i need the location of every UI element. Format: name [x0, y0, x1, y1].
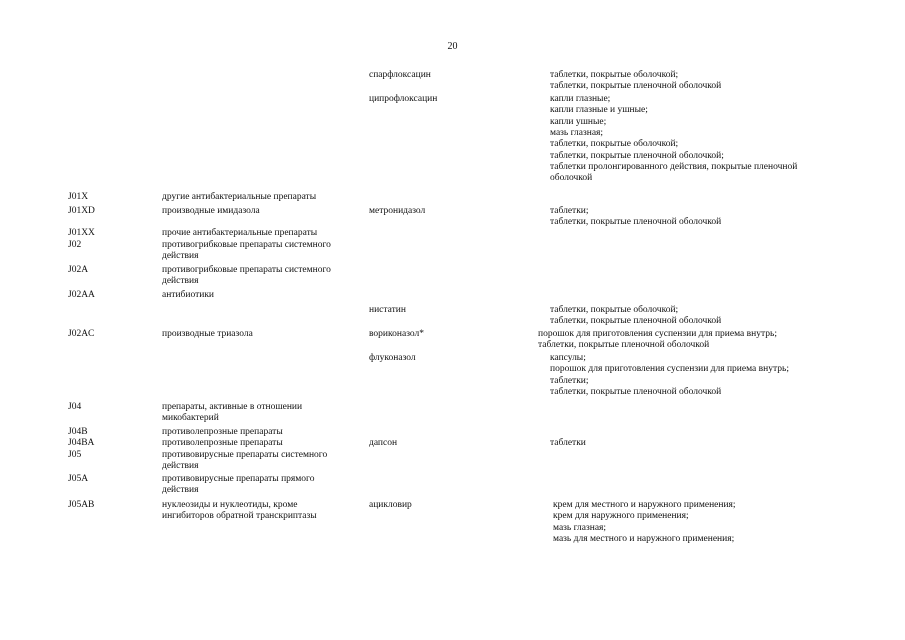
dosage-form: таблетки [550, 438, 586, 448]
dosage-form: мазь глазная; [550, 127, 604, 138]
atc-code: J05AB [68, 500, 95, 510]
atc-code: J04B [68, 427, 88, 437]
drug-name: флуконазол [369, 353, 416, 363]
dosage-form: таблетки, покрытые оболочкой; [550, 139, 679, 150]
group-name: противолепрозные препараты [162, 427, 283, 437]
dosage-form: таблетки, покрытые пленочной оболочкой [550, 217, 722, 228]
group-name: производные имидазола [162, 206, 260, 216]
group-name: действия [162, 485, 199, 496]
atc-code: J04BA [68, 438, 95, 448]
atc-code: J02AA [68, 290, 95, 300]
atc-code: J02A [68, 265, 89, 275]
dosage-form: таблетки, покрытые оболочкой; [550, 305, 679, 315]
group-name: препараты, активные в отношении [162, 402, 303, 412]
drug-name: дапсон [369, 438, 398, 448]
group-name: противолепрозные препараты [162, 438, 283, 448]
group-name: микобактерий [162, 413, 219, 424]
drug-name: нистатин [369, 305, 406, 315]
atc-code: J01XX [68, 228, 95, 238]
atc-code: J05 [68, 450, 82, 460]
atc-code: J01XD [68, 206, 95, 216]
group-name: ингибиторов обратной транскриптазы [162, 511, 317, 522]
drug-name: вориконазол* [369, 329, 425, 339]
dosage-form: таблетки, покрытые пленочной оболочкой [550, 316, 722, 327]
group-name: прочие антибактериальные препараты [162, 228, 318, 238]
dosage-form: мазь глазная; [553, 522, 607, 533]
dosage-form: оболочкой [550, 173, 593, 184]
page-number: 20 [447, 41, 458, 52]
group-name: действия [162, 461, 199, 472]
group-name: другие антибактериальные препараты [162, 192, 317, 202]
dosage-form: капли глазные и ушные; [550, 105, 648, 116]
dosage-form: мазь для местного и наружного применения; [553, 533, 735, 544]
dosage-form: таблетки, покрытые пленочной оболочкой; [550, 150, 724, 161]
group-name: действия [162, 276, 199, 287]
dosage-form: капли ушные; [550, 116, 607, 127]
dosage-form: таблетки пролонгированного действия, покрытые пленочной [550, 161, 798, 172]
group-name: противовирусные препараты системного [162, 450, 328, 460]
group-name: нуклеозиды и нуклеотиды, кроме [162, 500, 298, 510]
group-name: противовирусные препараты прямого [162, 474, 315, 484]
atc-code: J04 [68, 402, 82, 412]
atc-code: J01X [68, 192, 89, 202]
dosage-form: таблетки; [550, 206, 589, 216]
dosage-form: таблетки, покрытые пленочной оболочкой [550, 81, 722, 92]
dosage-form: капсулы; [550, 353, 586, 363]
group-name: противогрибковые препараты системного [162, 240, 331, 250]
group-name: производные триазола [162, 329, 253, 339]
drug-name: спарфлоксацин [369, 70, 431, 80]
dosage-form: таблетки, покрытые оболочкой; [550, 70, 679, 80]
drug-name: ципрофлоксацин [369, 94, 438, 104]
dosage-form: таблетки; [550, 375, 589, 386]
atc-code: J02 [68, 240, 82, 250]
dosage-form: таблетки, покрытые пленочной оболочкой [538, 340, 710, 351]
dosage-form: порошок для приготовления суспензии для приема внутрь; [538, 329, 777, 339]
dosage-form: таблетки, покрытые пленочной оболочкой [550, 386, 722, 397]
dosage-form: капли глазные; [550, 94, 611, 104]
group-name: действия [162, 251, 199, 262]
group-name: противогрибковые препараты системного [162, 265, 331, 275]
dosage-form: крем для наружного применения; [553, 511, 689, 522]
atc-code: J02AC [68, 329, 95, 339]
dosage-form: крем для местного и наружного применения; [553, 500, 736, 510]
drug-name: ацикловир [369, 500, 412, 510]
drug-name: метронидазол [369, 206, 426, 216]
atc-code: J05A [68, 474, 89, 484]
dosage-form: порошок для приготовления суспензии для приема внутрь; [550, 364, 789, 375]
group-name: антибиотики [162, 290, 215, 300]
